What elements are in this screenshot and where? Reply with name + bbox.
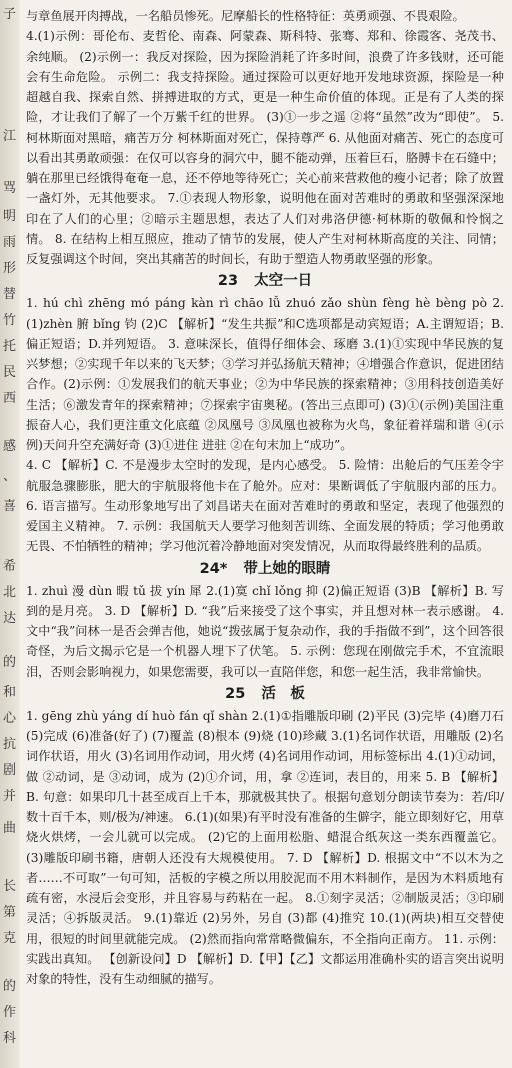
edge-char: 作 [3,1005,17,1020]
edge-char: 感 [3,439,17,454]
answer-paragraph: 1. gēng zhù yáng dí huò fán qǐ shàn 2.(1)①指雕版印刷 (2)平民 (3)完毕 (4)磨刀石 (5)完成 (6)准备(好了) (7)覆盖 (8)根本 (9)烧 (10)珍藏 3.(1)名词作状语，用雕版 (2)名词作状语，用火 (3)名词用作动词，用火烤 (4)名词用作动词，用标签标出 4.(1)①动词，做 ②动词，是 ③动词，成为 (2)①介词，用，拿 ②连词，表目的，用来 5. B 【解析】B. 句意：如果印几十甚至成百上千本，那就极其快了。根据句意划分朗读节奏为：若/印/数十百千本，则/极为/神速。 6.(1)(如果)有平时没有准备的生僻字，能立即刻好它，用草烧火烘烤，一会儿就可以完成。 (2)它的上面用松脂、蜡混合纸灰这一类东西覆盖它。 (3)雕版印刷书籍，唐朝人还没有大规模使用。 7. D 【解析】D. 根据文中“不以木为之者……不可取”一句可知，活板的字模之所以用胶泥而不用木料制作，是因为木料质地有疏有密，水浸后会变形，并且容易与药粘在一起。 8.①刻字灵活；②制版灵活；③印刷灵活；④拆版灵活。 9.(1)靠近 (2)另外，另自 (3)都 (4)推究 10.(1)(两块)相互交替使用，很短的时间里就能完成。 (2)然而指向常常略微偏东，不全指向正南方。 11. 示例：实践出真知。 【创新设问】D 【解析】D.【甲】【乙】文都运用准确朴实的语言突出说明对象的特性，没有生动细腻的描写。 [26,708,504,986]
edge-char: 西 [3,391,17,406]
edge-char: 雨 [3,235,17,250]
adjacent-page-edge [0,0,20,1068]
edge-char: 科 [3,1031,17,1046]
answer-paragraph: 1. zhuì 漫 dùn 暇 tǔ 拔 yín 犀 2.(1)寞 chǐ lǒng 抑 (2)偏正短语 (3)B 【解析】B. 写到的是月亮。 3. D 【解析】D. “我”后来接受了这个事实，并且想对林一表示感谢。 4. 文中“我”问林一是否会弹吉他，她说“拨弦属于复杂动作，我的手指做不到”，这个回答很奇怪，为后文揭示它是一个机器人埋下了伏笔。 5. 示例：您现在刚做完手术，不宜流眼泪，否则会影响视力，如果您需要，我可以一直陪伴您，和您一起生活，我非常愉快。 [26,583,504,679]
edge-char: 子 [3,7,17,22]
edge-char: 剧 [3,763,17,778]
edge-char: 第 [3,905,17,920]
edge-char: 达 [3,611,17,626]
section-number: 24* [199,560,228,577]
section-number: 25 [225,685,246,702]
edge-char: 骂 [3,181,17,196]
edge-char: 江 [3,129,17,144]
section-title-text: 活 板 [261,685,305,702]
edge-char: 替 [3,287,17,302]
edge-char: 的 [3,655,17,670]
edge-char: 形 [3,261,17,276]
section-title-text: 太空一日 [254,273,313,290]
answer-paragraph: 与章鱼展开肉搏战，一名船员惨死。尼摩船长的性格特征：英勇顽强、不畏艰险。 [26,9,465,23]
edge-char: 心 [3,711,17,726]
edge-char: 北 [3,585,17,600]
edge-char: 托 [3,339,17,354]
section-title [26,269,504,293]
section-number: 23 [217,273,239,290]
edge-char: 长 [3,879,17,894]
edge-char: 抗 [3,737,17,752]
edge-char: 、 [3,469,17,484]
answer-key-content [26,6,504,989]
edge-char: 明 [3,209,17,224]
edge-char: 克 [3,931,17,946]
section-title-text: 带上她的眼睛 [243,560,331,577]
edge-char: 竹 [3,313,17,328]
answer-paragraph: 4.(1)示例：哥伦布、麦哲伦、南森、阿蒙森、斯科特、张骞、郑和、徐霞客、尧茂书、余纯顺。 (2)示例一：我反对探险，因为探险消耗了许多时间，浪费了许多钱财，还可能会有生命危险。 示例二：我支持探险。通过探险可以更好地开发地球资源，探险是一种超越自我、探索自然、拼搏进取的方式，更是一种生命价值的体现。正是有了人类的探险，才让我们了解了一个万紫千红的世界。 (3)①一步之遥 ②将“虽然”改为“即使”。 5. 柯林斯面对黑暗，痛苦万分 柯林斯面对死亡，保持尊严 6. 从他面对痛苦、死亡的态度可以看出其勇敢顽强：在仅可以容身的洞穴中，腿不能动弹，压着巨石，胳膊卡在石缝中；躺在那里已经饿得奄奄一息，还不停地等待死亡；关心前来营救他的瘦小记者；除了放置一盏灯外，无其他要求。 7.①表现人物形象，说明他在面对苦难时的勇敢和坚强深深地印在了人们的心里；②暗示主题思想，表达了人们对弗洛伊德·柯林斯的敬佩和怜悯之情。 8. 在结构上相互照应，推动了情节的发展，使人产生对柯林斯高度的关注、同情；反复强调这个时间，突出其痛苦的时间长，有助于塑造人物勇敢坚强的形象。 [26,29,504,266]
section-title [26,557,504,581]
section-title [26,682,504,706]
edge-char: 喜 [3,499,17,514]
edge-char: 并 [3,789,17,804]
edge-char: 希 [3,559,17,574]
edge-char: 和 [3,685,17,700]
edge-char: 民 [3,365,17,380]
edge-char: 的 [3,979,17,994]
answer-paragraph: 1. hú chì zhēng mó páng kàn rì chāo lǚ zhuó zǎo shùn fèng hè bèng pò 2.(1)zhèn 腑 bǐng 钧 (2)C 【解析】“发生共振”和C选项都是动宾短语；A.主谓短语；B.偏正短语；D.并列短语。 3. 意味深长，值得仔细体会、琢磨 3.(1)①实现中华民族的复兴梦想；②实现千年以来的飞天梦；③学习并弘扬航天精神；④增强合作意识，促进团结合作。(2)示例：①发展我们的航天事业；②为中华民族的探索精神；③用科技创造美好生活；⑥激发青年的探索精神；⑦探索宇宙奥秘。(答出三点即可) (3)①(示例)美国注重振奋人心，我们更注重文化底蕴 ②凤凰号 ③凤凰也被称为火鸟，象征着祥瑞和谐 ④(示例)天问升空充满好奇 (3)①进住 进驻 ②在句末加上“成功”。 [26,296,504,452]
edge-char: 曲 [3,821,17,836]
answer-paragraph: 4. C 【解析】C. 不是漫步太空时的发现，是内心感受。 5. 险情：出舱后的气压差令宇航服急骤膨胀，肥大的宇航服将他卡在了舱外。应对：果断调低了宇航服内部的压力。 6. 语言描写。生动形象地写出了刘昌诺夫在面对苦难时的勇敢和坚定，表现了他强烈的爱国主义精神。 7. 示例：我国航天人要学习他刻苦训练、全面发展的特质；学习他勇敢无畏、不怕牺牲的精神；学习他沉着冷静地面对突发情况，从而取得最终胜利的品质。 [26,458,504,554]
